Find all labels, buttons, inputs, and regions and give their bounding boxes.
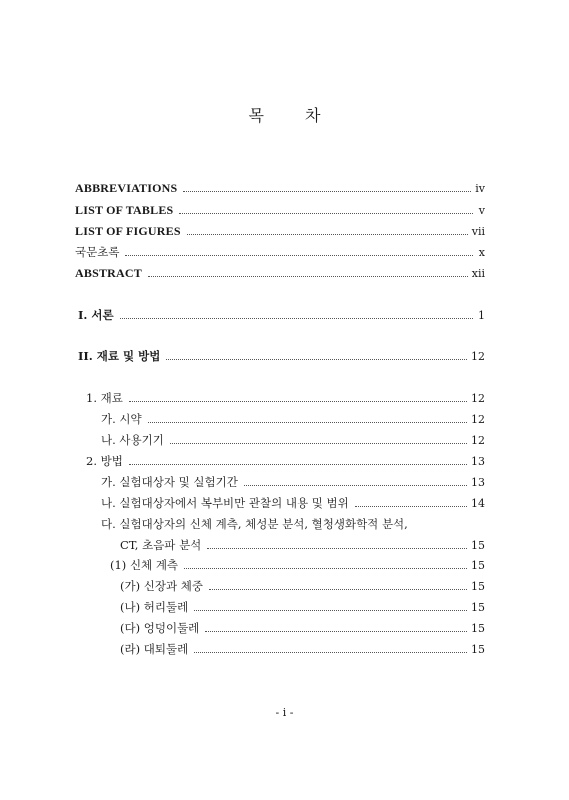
toc-entry-page: vii xyxy=(471,225,485,238)
dot-leader xyxy=(184,568,467,569)
toc-entry-page: 14 xyxy=(471,497,485,510)
dot-leader xyxy=(170,443,467,444)
toc-entry-page: 12 xyxy=(471,392,485,405)
toc-entry-page: 15 xyxy=(471,622,485,635)
toc-entry-reagents[interactable] xyxy=(101,411,485,427)
dot-leader xyxy=(166,359,467,360)
dot-leader xyxy=(205,631,467,632)
toc-entry-label: ABSTRACT xyxy=(75,266,142,280)
toc-entry-page: 15 xyxy=(471,601,485,614)
toc-entry-label: II. 재료 및 방법 xyxy=(78,349,161,363)
toc-entry-page: v xyxy=(478,204,485,217)
toc-entry-label: I. 서론 xyxy=(78,308,114,322)
toc-entry-label: 1. 재료 xyxy=(86,391,123,405)
toc-entry-label: (다) 엉덩이둘레 xyxy=(120,621,200,635)
toc-entry-label: (1) 신체 계측 xyxy=(110,558,179,572)
toc-entry-label: 가. 시약 xyxy=(101,412,142,426)
toc-entry-subjects-period[interactable] xyxy=(101,474,485,490)
dot-leader xyxy=(209,589,467,590)
toc-entry-page: iv xyxy=(475,182,485,195)
toc-entry-label: LIST OF TABLES xyxy=(75,203,174,217)
toc-entry-label: CT, 초음파 분석 xyxy=(120,538,202,552)
dot-leader xyxy=(355,506,467,507)
toc-entry-observation-scope[interactable] xyxy=(101,495,485,511)
dot-leader xyxy=(194,652,467,653)
dot-leader xyxy=(148,276,468,277)
toc-entry-page: 15 xyxy=(471,643,485,656)
toc-entry-label: ABBREVIATIONS xyxy=(75,181,178,195)
toc-entry-methods[interactable] xyxy=(86,453,485,469)
toc-entry-body-measurement[interactable] xyxy=(110,557,485,573)
toc-entry-label: (라) 대퇴둘레 xyxy=(120,642,189,656)
toc-entry-materials-methods[interactable] xyxy=(78,348,485,364)
dot-leader xyxy=(129,401,467,402)
toc-entry-page: 13 xyxy=(471,455,485,468)
dot-leader xyxy=(207,548,467,549)
toc-entry-page: 15 xyxy=(471,559,485,572)
dot-leader xyxy=(187,234,468,235)
page-number-footer: - i - xyxy=(275,706,294,719)
toc-entry-list-of-figures[interactable] xyxy=(75,223,485,239)
toc-entry-thigh[interactable] xyxy=(120,641,485,657)
toc-entry-abbreviations[interactable] xyxy=(75,180,485,196)
toc-entry-materials[interactable] xyxy=(86,390,485,406)
toc-entry-page: 1 xyxy=(478,309,485,322)
toc-entry-page: 15 xyxy=(471,580,485,593)
toc-entry-introduction[interactable] xyxy=(78,307,485,323)
toc-entry-label: (가) 신장과 체중 xyxy=(120,579,203,593)
toc-entry-list-of-tables[interactable] xyxy=(75,202,485,218)
dot-leader xyxy=(244,485,467,486)
dot-leader xyxy=(125,255,473,256)
toc-entry-equipment[interactable] xyxy=(101,432,485,448)
toc-entry-page: 12 xyxy=(471,350,485,363)
dot-leader xyxy=(120,318,473,319)
toc-entry-page: xii xyxy=(471,267,485,280)
toc-entry-page: 12 xyxy=(471,413,485,426)
toc-entry-measurement-analysis[interactable]: 다. 실험대상자의 신체 계측, 체성분 분석, 혈청생화학적 분석, xyxy=(101,517,408,531)
toc-entry-abstract[interactable] xyxy=(75,265,485,281)
dot-leader xyxy=(179,213,473,214)
toc-entry-hip[interactable] xyxy=(120,620,485,636)
dot-leader xyxy=(129,464,467,465)
toc-entry-page: x xyxy=(478,246,485,259)
toc-entry-page: 15 xyxy=(471,539,485,552)
toc-entry-height-weight[interactable] xyxy=(120,578,485,594)
toc-entry-page: 13 xyxy=(471,476,485,489)
toc-entry-label: LIST OF FIGURES xyxy=(75,224,181,238)
dot-leader xyxy=(148,422,467,423)
toc-entry-label: 2. 방법 xyxy=(86,454,123,468)
toc-entry-label: 나. 실험대상자에서 복부비만 관찰의 내용 및 범위 xyxy=(101,496,349,510)
toc-entry-label: 국문초록 xyxy=(75,245,120,259)
toc-entry-label: 가. 실험대상자 및 실험기간 xyxy=(101,475,238,489)
dot-leader xyxy=(183,191,471,192)
toc-entry-korean-abstract[interactable] xyxy=(75,244,485,260)
toc-entry-waist[interactable] xyxy=(120,599,485,615)
toc-entry-page: 12 xyxy=(471,434,485,447)
dot-leader xyxy=(194,610,467,611)
toc-entry-label: 나. 사용기기 xyxy=(101,433,164,447)
page-title: 목 차 xyxy=(248,106,339,125)
toc-entry-ct-ultrasound[interactable] xyxy=(120,537,485,553)
toc-entry-label: (나) 허리둘레 xyxy=(120,600,189,614)
